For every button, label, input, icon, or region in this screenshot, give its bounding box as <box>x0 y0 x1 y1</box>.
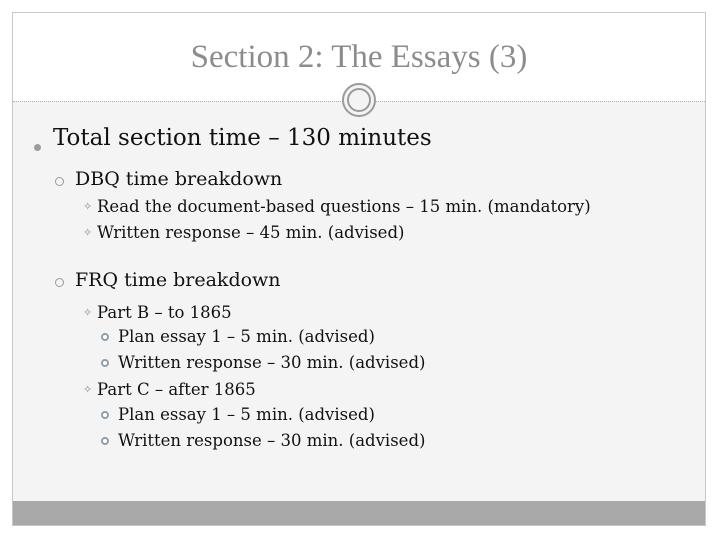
bullet-frq: FRQ time breakdown <box>75 269 281 291</box>
star-bullet-icon: ✧ <box>83 306 93 319</box>
ring-bullet-icon <box>101 437 109 445</box>
slide-title: Section 2: The Essays (3) <box>190 39 528 75</box>
star-bullet-icon: ✧ <box>83 200 93 213</box>
star-bullet-icon: ✧ <box>83 383 93 396</box>
hollow-circle-icon <box>55 278 64 287</box>
ring-bullet-icon <box>101 359 109 367</box>
bullet-part-b-plan: Plan essay 1 – 5 min. (advised) <box>118 327 375 346</box>
star-bullet-icon: ✧ <box>83 226 93 239</box>
bullet-part-b-written: Written response – 30 min. (advised) <box>118 353 426 372</box>
bullet-dbq-read: Read the document-based questions – 15 min. (mandatory) <box>97 197 591 216</box>
bullet-part-c-plan: Plan essay 1 – 5 min. (advised) <box>118 405 375 424</box>
bullet-part-b: Part B – to 1865 <box>97 303 232 322</box>
bullet-dbq-written: Written response – 45 min. (advised) <box>97 223 405 242</box>
ring-bullet-icon <box>101 333 109 341</box>
bullet-part-c-written: Written response – 30 min. (advised) <box>118 431 426 450</box>
slide <box>12 12 706 526</box>
slide-content <box>13 13 705 525</box>
hollow-circle-icon <box>55 177 64 186</box>
bullet-part-c: Part C – after 1865 <box>97 380 256 399</box>
filled-dot-icon <box>34 144 41 151</box>
ring-bullet-icon <box>101 411 109 419</box>
bullet-total-time: Total section time – 130 minutes <box>53 125 432 151</box>
footer-bar <box>13 501 705 525</box>
bullet-dbq: DBQ time breakdown <box>75 168 283 190</box>
